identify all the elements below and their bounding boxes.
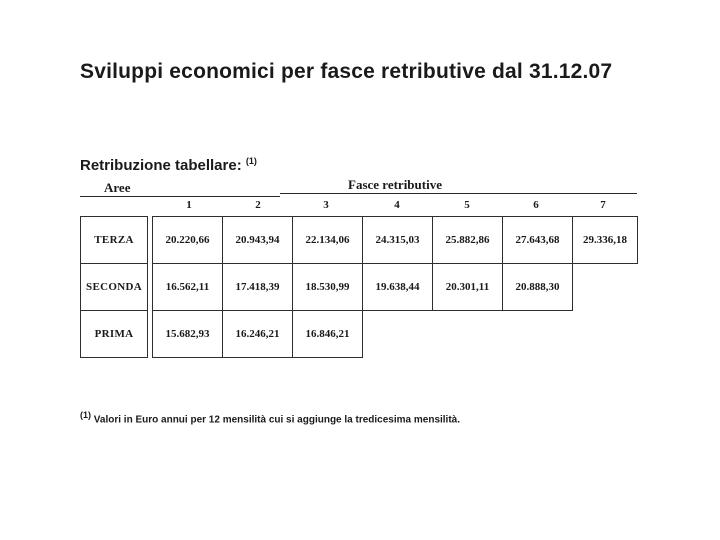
- table-cell: 24.315,03: [362, 216, 433, 264]
- table-cell: 16.846,21: [292, 310, 363, 358]
- footnote: [80, 410, 460, 425]
- table-cell: 25.882,86: [432, 216, 503, 264]
- table-cell: 20.301,11: [432, 263, 503, 311]
- band-number: 2: [255, 199, 261, 211]
- table-cell: 16.246,21: [222, 310, 293, 358]
- table-cell: 18.530,99: [292, 263, 363, 311]
- area-label-seconda: SECONDA: [80, 263, 148, 311]
- section-title: [80, 156, 257, 174]
- area-label-prima: PRIMA: [80, 310, 148, 358]
- table-cell: 29.336,18: [572, 216, 638, 264]
- table-cell: 20.943,94: [222, 216, 293, 264]
- table-cell: 20.220,66: [152, 216, 223, 264]
- area-header: Aree: [104, 180, 131, 195]
- section-label: Retribuzione tabellare:: [80, 157, 242, 174]
- table-cell: 27.643,68: [502, 216, 573, 264]
- table-cell: 22.134,06: [292, 216, 363, 264]
- footnote-text: Valori in Euro annui per 12 mensilità cui si aggiunge la tredicesima mensilità.: [93, 414, 461, 426]
- table-cell: 15.682,93: [152, 310, 223, 358]
- area-label-terza: TERZA: [80, 216, 148, 264]
- section-note-ref: (1): [245, 156, 257, 166]
- band-number: 3: [323, 199, 329, 211]
- area-header-rule: [80, 196, 280, 197]
- header-rule: [280, 193, 637, 194]
- page-title: Sviluppi economici per fasce retributive dal 31.12.07: [80, 60, 613, 83]
- table-cell: 16.562,11: [152, 263, 223, 311]
- band-number: 1: [186, 199, 192, 211]
- band-number: 4: [394, 199, 400, 211]
- band-number: 7: [600, 199, 606, 211]
- table-cell: 17.418,39: [222, 263, 293, 311]
- table-cell: 20.888,30: [502, 263, 573, 311]
- footnote-ref: (1): [80, 410, 91, 420]
- table-cell: 19.638,44: [362, 263, 433, 311]
- band-number: 5: [464, 199, 470, 211]
- band-number: 6: [533, 199, 539, 211]
- bands-header: Fasce retributive: [348, 177, 442, 192]
